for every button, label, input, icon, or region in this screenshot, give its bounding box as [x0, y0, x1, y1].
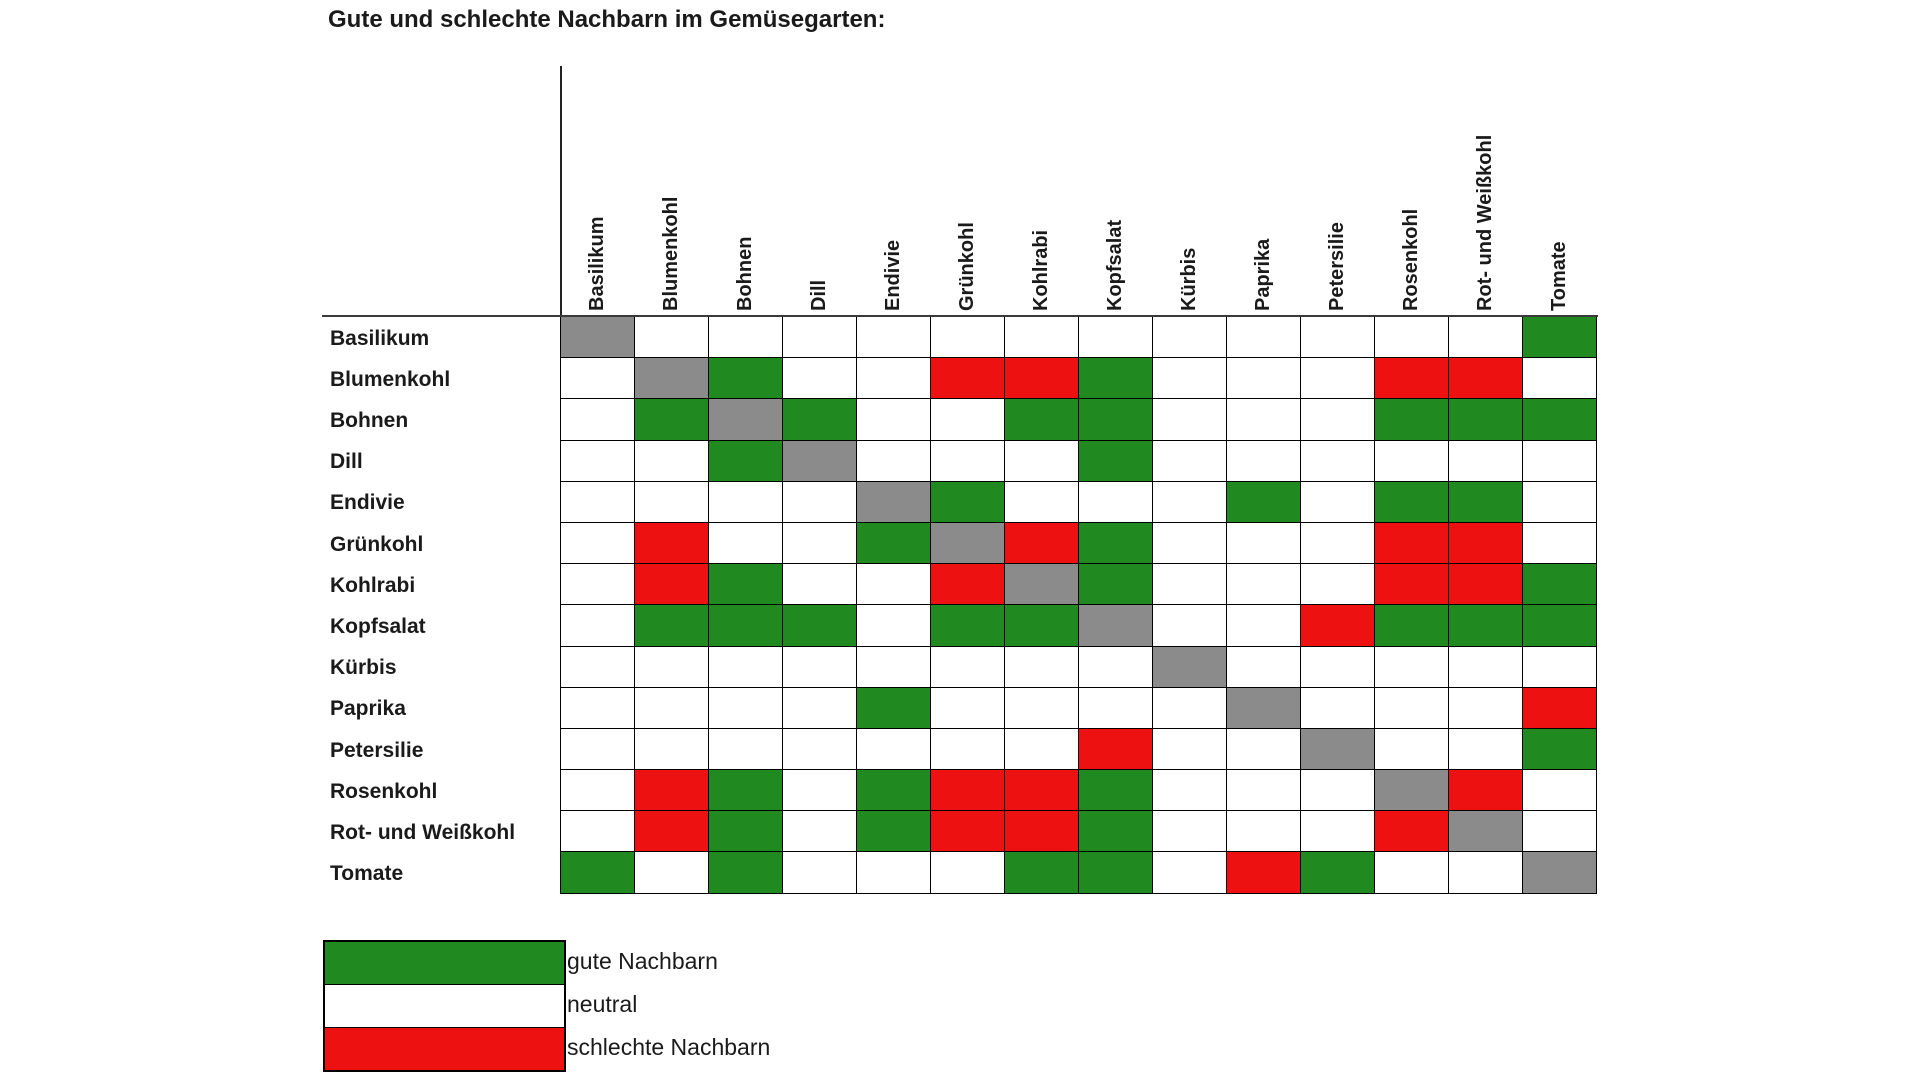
matrix-cell [635, 441, 709, 482]
matrix-cell [561, 811, 635, 852]
matrix-cell [635, 523, 709, 564]
matrix-cell [783, 358, 857, 399]
matrix-cell [783, 317, 857, 358]
column-header: Kopfsalat [1104, 219, 1126, 311]
matrix-cell [931, 688, 1005, 729]
matrix-cell [1375, 441, 1449, 482]
matrix-cell [1079, 441, 1153, 482]
column-header: Grünkohl [956, 222, 978, 311]
matrix-cell [931, 647, 1005, 688]
column-header: Blumenkohl [660, 196, 682, 311]
matrix-cell [635, 688, 709, 729]
matrix-cell [561, 729, 635, 770]
matrix-cell [1079, 852, 1153, 893]
matrix-cell [1153, 317, 1227, 358]
column-header: Rosenkohl [1400, 208, 1422, 311]
matrix-cell [783, 852, 857, 893]
matrix-cell [561, 852, 635, 893]
matrix-cell [1375, 399, 1449, 440]
matrix-cell [1005, 647, 1079, 688]
matrix-cell [1523, 605, 1597, 646]
row-label: Basilikum [330, 326, 430, 350]
matrix-cell [1005, 852, 1079, 893]
matrix-cell [1523, 564, 1597, 605]
matrix-cell [1005, 523, 1079, 564]
matrix-cell [1375, 317, 1449, 358]
matrix-cell [1005, 688, 1079, 729]
matrix-cell [635, 358, 709, 399]
matrix-cell [1375, 358, 1449, 399]
matrix-cell [561, 399, 635, 440]
matrix-cell [1005, 729, 1079, 770]
row-label: Dill [330, 450, 363, 474]
matrix-cell [1079, 770, 1153, 811]
matrix-cell [1079, 523, 1153, 564]
chart-title: Gute und schlechte Nachbarn im Gemüsegarten: [328, 6, 886, 33]
matrix-cell [783, 523, 857, 564]
matrix-cell [709, 317, 783, 358]
column-header: Kürbis [1178, 247, 1200, 311]
matrix-cell [1079, 729, 1153, 770]
matrix-cell [931, 482, 1005, 523]
matrix-cell [1375, 852, 1449, 893]
matrix-cell [783, 811, 857, 852]
row-label: Rosenkohl [330, 779, 438, 803]
matrix-cell [1227, 317, 1301, 358]
matrix-cell [1227, 399, 1301, 440]
matrix-cell [857, 482, 931, 523]
matrix-cell [1079, 811, 1153, 852]
matrix-cell [1153, 399, 1227, 440]
matrix-cell [1227, 523, 1301, 564]
matrix-cell [1449, 317, 1523, 358]
matrix-cell [1227, 482, 1301, 523]
matrix-cell [857, 605, 931, 646]
matrix-cell [1375, 770, 1449, 811]
matrix-cell [931, 317, 1005, 358]
column-header: Basilikum [586, 216, 608, 311]
legend-swatch-good [325, 942, 564, 984]
matrix-cell [561, 441, 635, 482]
matrix-cell [1449, 647, 1523, 688]
matrix-cell [561, 317, 635, 358]
matrix-cell [1153, 852, 1227, 893]
matrix-cell [1301, 441, 1375, 482]
matrix-cell [1227, 852, 1301, 893]
matrix-cell [783, 729, 857, 770]
matrix-cell [1523, 811, 1597, 852]
matrix-cell [635, 852, 709, 893]
matrix-cell [1153, 482, 1227, 523]
matrix-cell [857, 688, 931, 729]
matrix-cell [1153, 564, 1227, 605]
matrix-cell [1301, 523, 1375, 564]
row-label: Endivie [330, 491, 405, 515]
matrix-cell [561, 523, 635, 564]
column-header: Rot- und Weißkohl [1474, 134, 1496, 311]
matrix-cell [1153, 358, 1227, 399]
matrix-cell [1153, 523, 1227, 564]
matrix-cell [1523, 317, 1597, 358]
matrix-cell [1227, 605, 1301, 646]
vertical-axis-line [560, 66, 562, 316]
matrix-cell [857, 523, 931, 564]
matrix-cell [1523, 358, 1597, 399]
matrix-cell [1375, 811, 1449, 852]
matrix-cell [709, 852, 783, 893]
matrix-cell [1449, 770, 1523, 811]
legend-label: gute Nachbarn [567, 948, 718, 974]
matrix-cell [1153, 605, 1227, 646]
matrix-cell [931, 605, 1005, 646]
matrix-cell [857, 317, 931, 358]
matrix-cell [1227, 811, 1301, 852]
matrix-cell [1449, 441, 1523, 482]
matrix-cell [635, 482, 709, 523]
matrix-cell [1449, 688, 1523, 729]
matrix-cell [1301, 605, 1375, 646]
matrix-cell [857, 729, 931, 770]
matrix-cell [709, 441, 783, 482]
column-header: Endivie [882, 239, 904, 311]
matrix-cell [1079, 482, 1153, 523]
matrix-cell [1523, 688, 1597, 729]
matrix-cell [635, 647, 709, 688]
column-header: Bohnen [734, 236, 756, 311]
matrix-cell [1301, 482, 1375, 523]
matrix-cell [561, 688, 635, 729]
matrix-cell [931, 358, 1005, 399]
matrix-cell [1153, 770, 1227, 811]
matrix-cell [1301, 770, 1375, 811]
matrix-cell [1227, 441, 1301, 482]
matrix-cell [1227, 688, 1301, 729]
matrix-cell [1375, 564, 1449, 605]
matrix-cell [1301, 729, 1375, 770]
column-header: Kohlrabi [1030, 229, 1052, 311]
matrix-cell [857, 358, 931, 399]
matrix-cell [1005, 358, 1079, 399]
matrix-cell [783, 688, 857, 729]
matrix-cell [1301, 317, 1375, 358]
matrix-cell [1153, 811, 1227, 852]
row-label: Kohlrabi [330, 573, 416, 597]
matrix-cell [635, 770, 709, 811]
row-label: Bohnen [330, 408, 409, 432]
matrix-cell [709, 358, 783, 399]
matrix-cell [709, 399, 783, 440]
column-header: Paprika [1252, 238, 1274, 311]
matrix-cell [1005, 564, 1079, 605]
matrix-cell [1301, 564, 1375, 605]
matrix-cell [1449, 729, 1523, 770]
matrix-cell [1005, 317, 1079, 358]
matrix-cell [635, 399, 709, 440]
column-header: Petersilie [1326, 222, 1348, 311]
matrix-cell [709, 770, 783, 811]
matrix-cell [1449, 852, 1523, 893]
legend-swatches [323, 940, 566, 1072]
matrix-cell [635, 811, 709, 852]
matrix-cell [783, 441, 857, 482]
matrix-cell [1227, 647, 1301, 688]
legend-swatch-bad [325, 1027, 564, 1070]
matrix-cell [1301, 688, 1375, 729]
matrix-cell [561, 564, 635, 605]
matrix-cell [931, 564, 1005, 605]
row-label: Paprika [330, 697, 406, 721]
matrix-cell [1449, 358, 1523, 399]
matrix-cell [635, 317, 709, 358]
matrix-cell [1153, 647, 1227, 688]
matrix-cell [1449, 564, 1523, 605]
matrix-cell [709, 482, 783, 523]
matrix-cell [1005, 770, 1079, 811]
matrix-cell [1523, 729, 1597, 770]
matrix-cell [857, 852, 931, 893]
matrix-cell [1375, 647, 1449, 688]
matrix-cell [931, 770, 1005, 811]
matrix-cell [1449, 523, 1523, 564]
matrix-cell [1079, 399, 1153, 440]
matrix-cell [1227, 770, 1301, 811]
matrix-cell [1079, 317, 1153, 358]
matrix-cell [783, 770, 857, 811]
matrix-cell [1375, 482, 1449, 523]
row-label: Grünkohl [330, 532, 424, 556]
matrix-cell [1079, 605, 1153, 646]
column-header: Dill [808, 279, 830, 311]
matrix-cell [783, 399, 857, 440]
matrix-cell [857, 770, 931, 811]
matrix-cell [1227, 358, 1301, 399]
matrix-grid [560, 317, 1597, 894]
matrix-cell [709, 688, 783, 729]
matrix-cell [635, 564, 709, 605]
matrix-cell [1005, 482, 1079, 523]
matrix-cell [635, 605, 709, 646]
matrix-cell [1227, 729, 1301, 770]
matrix-cell [931, 811, 1005, 852]
matrix-cell [1375, 729, 1449, 770]
matrix-cell [561, 647, 635, 688]
matrix-cell [931, 523, 1005, 564]
matrix-cell [1523, 441, 1597, 482]
matrix-cell [857, 647, 931, 688]
matrix-cell [1375, 688, 1449, 729]
matrix-cell [1153, 688, 1227, 729]
matrix-cell [1301, 358, 1375, 399]
row-label: Kürbis [330, 656, 397, 680]
matrix-cell [857, 441, 931, 482]
matrix-cell [1079, 647, 1153, 688]
row-label: Petersilie [330, 738, 424, 762]
matrix-cell [783, 647, 857, 688]
matrix-cell [709, 564, 783, 605]
matrix-cell [1301, 399, 1375, 440]
row-label: Blumenkohl [330, 367, 451, 391]
matrix-cell [931, 399, 1005, 440]
legend-label: neutral [567, 991, 638, 1017]
matrix-cell [1079, 564, 1153, 605]
matrix-cell [1375, 523, 1449, 564]
matrix-cell [1079, 358, 1153, 399]
matrix-cell [1523, 852, 1597, 893]
matrix-cell [1227, 564, 1301, 605]
matrix-cell [1523, 482, 1597, 523]
matrix-cell [1005, 605, 1079, 646]
matrix-cell [1301, 852, 1375, 893]
matrix-cell [1005, 441, 1079, 482]
matrix-cell [1449, 399, 1523, 440]
matrix-cell [635, 729, 709, 770]
matrix-cell [1523, 770, 1597, 811]
matrix-cell [783, 564, 857, 605]
matrix-cell [1005, 399, 1079, 440]
matrix-cell [857, 811, 931, 852]
matrix-cell [709, 811, 783, 852]
matrix-cell [1153, 441, 1227, 482]
legend-label: schlechte Nachbarn [567, 1034, 771, 1060]
matrix-cell [1449, 605, 1523, 646]
matrix-cell [931, 441, 1005, 482]
matrix-cell [1523, 647, 1597, 688]
matrix-cell [561, 358, 635, 399]
matrix-cell [709, 523, 783, 564]
row-label: Tomate [330, 862, 404, 886]
matrix-cell [561, 482, 635, 523]
matrix-cell [783, 482, 857, 523]
row-label: Kopfsalat [330, 614, 426, 638]
matrix-cell [1005, 811, 1079, 852]
matrix-cell [857, 564, 931, 605]
matrix-cell [561, 605, 635, 646]
matrix-cell [1079, 688, 1153, 729]
row-label: Rot- und Weißkohl [330, 820, 516, 844]
matrix-cell [1449, 482, 1523, 523]
matrix-cell [1523, 523, 1597, 564]
matrix-cell [857, 399, 931, 440]
matrix-cell [1153, 729, 1227, 770]
matrix-cell [1301, 811, 1375, 852]
matrix-cell [561, 770, 635, 811]
matrix-cell [783, 605, 857, 646]
matrix-cell [1449, 811, 1523, 852]
matrix-cell [1375, 605, 1449, 646]
matrix-cell [1301, 647, 1375, 688]
matrix-cell [931, 729, 1005, 770]
matrix-cell [931, 852, 1005, 893]
matrix-cell [709, 647, 783, 688]
column-header: Tomate [1548, 241, 1570, 311]
legend-swatch-neutral [325, 984, 564, 1027]
matrix-cell [709, 729, 783, 770]
matrix-cell [1523, 399, 1597, 440]
matrix-cell [709, 605, 783, 646]
